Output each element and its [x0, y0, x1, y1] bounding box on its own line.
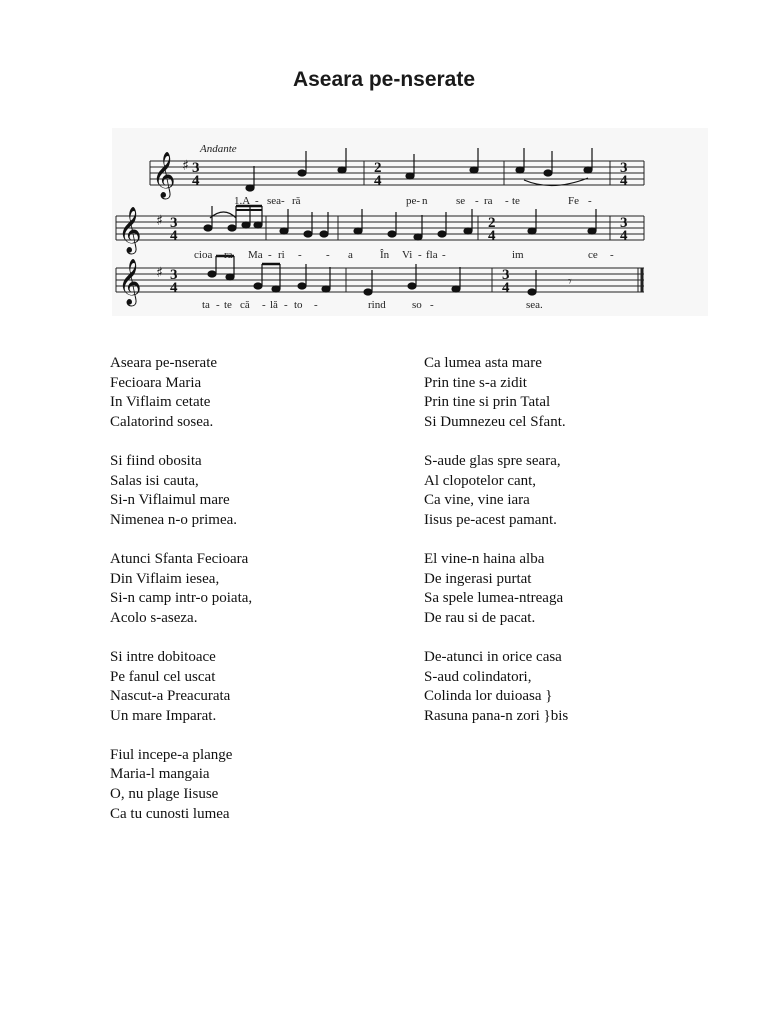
time-signature-num: 3	[502, 267, 510, 283]
lyric-syllable: cioa	[194, 249, 213, 261]
stanza	[424, 648, 568, 726]
stanza	[110, 354, 252, 432]
lyric-syllable: im	[512, 249, 524, 261]
lyric-line: Ca tu cunosti lumea	[110, 805, 230, 822]
lyric-line: Si-n camp intr-o poiata,	[110, 590, 253, 607]
lyric-line: Calatorind sosea.	[110, 413, 214, 430]
time-signature-num: 3	[620, 160, 628, 176]
lyric-syllable: -	[281, 195, 285, 207]
key-signature-sharp: ♯	[156, 213, 163, 229]
lyric-syllable: -	[505, 195, 509, 207]
lyrics-column-left	[110, 354, 252, 844]
lyric-line: El vine-n haina alba	[424, 550, 545, 567]
time-signature-num: 3	[170, 215, 178, 231]
time-signature-den: 4	[620, 173, 628, 189]
lyric-line: S-aude glas spre seara,	[424, 452, 561, 469]
lyric-syllable: sea.	[526, 299, 543, 311]
lyric-line: Iisus pe-acest pamant.	[424, 511, 557, 528]
lyric-syllable: ce	[588, 249, 598, 261]
lyric-line: Din Viflaim iesea,	[110, 570, 220, 587]
lyric-line: Ca vine, vine iara	[424, 492, 530, 509]
song-title: Aseara pe-nserate	[292, 68, 476, 91]
lyric-line: De ingerasi purtat	[424, 570, 532, 587]
time-signature-num: 3	[192, 160, 200, 176]
lyric-syllable: Vi	[402, 249, 413, 261]
lyric-syllable: -	[588, 195, 592, 207]
lyric-syllable: ră	[292, 195, 301, 207]
tempo-marking: Andante	[200, 143, 237, 155]
lyrics-column-right	[424, 354, 568, 746]
time-signature-den: 4	[170, 280, 178, 296]
lyric-syllable: ri	[278, 249, 285, 261]
time-signature-num: 3	[620, 215, 628, 231]
lyric-syllable: to	[294, 299, 303, 311]
eighth-rest-icon: 𝄾	[568, 274, 572, 290]
lyric-syllable: n	[422, 195, 428, 207]
lyric-line: Fiul incepe-a plange	[110, 746, 233, 763]
lyric-line: Si fiind obosita	[110, 452, 202, 469]
lyric-line: Prin tine s-a zidit	[424, 374, 527, 391]
lyric-syllable: -	[262, 299, 266, 311]
lyric-syllable: rind	[368, 299, 386, 311]
time-signature-den: 4	[374, 173, 382, 189]
stanza	[424, 354, 568, 432]
time-signature-num: 3	[170, 267, 178, 283]
lyric-line: Sa spele lumea-ntreaga	[424, 590, 564, 607]
lyric-syllable: -	[610, 249, 614, 261]
lyric-syllable: 1.A	[234, 195, 251, 207]
lyric-line: Si-n Viflaimul mare	[110, 492, 230, 509]
treble-clef-icon: 𝄞	[152, 152, 176, 198]
lyric-line: De rau si de pacat.	[424, 609, 536, 626]
lyric-line: Prin tine si prin Tatal	[424, 394, 551, 411]
lyric-line: Nimenea n-o primea.	[110, 511, 238, 528]
lyric-syllable: -	[430, 299, 434, 311]
lyric-syllable: -	[442, 249, 446, 261]
lyric-syllable: lă	[270, 299, 278, 311]
lyric-line: Acolo s-aseza.	[110, 609, 198, 626]
lyric-syllable: În	[380, 249, 390, 261]
lyric-line: Maria-l mangaia	[110, 766, 210, 783]
lyric-line: De-atunci in orice casa	[424, 648, 562, 665]
lyric-line: Ca lumea asta mare	[424, 355, 542, 371]
key-signature-sharp: ♯	[156, 265, 163, 281]
lyric-syllable: -	[475, 195, 479, 207]
lyric-syllable: -	[268, 249, 272, 261]
lyric-syllable: că	[240, 299, 250, 311]
lyric-line: Colinda lor duioasa }	[424, 688, 553, 705]
stanza	[110, 746, 252, 824]
lyric-syllable: te	[224, 299, 232, 311]
lyric-syllable: -	[326, 249, 330, 261]
lyric-syllable: pe-	[406, 195, 421, 207]
lyric-syllable: Fe	[568, 195, 579, 207]
lyric-syllable: ra	[484, 195, 493, 207]
lyric-line: Fecioara Maria	[110, 374, 202, 391]
lyric-syllable: -	[216, 249, 220, 261]
staff-system-1	[150, 161, 644, 185]
lyric-syllable: se	[456, 195, 466, 207]
time-signature-den: 4	[170, 228, 178, 244]
lyric-syllable: te	[512, 195, 520, 207]
music-score	[112, 128, 708, 316]
lyric-syllable: so	[412, 299, 422, 311]
treble-clef-icon: 𝄞	[118, 207, 142, 253]
lyric-syllable: ra	[224, 249, 233, 261]
staff-system-3	[116, 268, 644, 292]
stanza	[110, 648, 252, 726]
time-signature-den: 4	[502, 280, 510, 296]
lyric-syllable: -	[314, 299, 318, 311]
sheet-music	[112, 128, 708, 316]
staff-system-2	[116, 216, 644, 240]
lyric-syllable: -	[298, 249, 302, 261]
lyric-syllable: fla	[426, 249, 438, 261]
key-signature-sharp: ♯	[182, 158, 189, 174]
lyric-syllable: -	[418, 249, 422, 261]
lyric-line: Un mare Imparat.	[110, 707, 217, 724]
stanza	[424, 550, 568, 628]
stanza	[424, 452, 568, 530]
stanza	[110, 452, 252, 530]
stanza	[110, 550, 252, 628]
time-signature-den: 4	[192, 173, 200, 189]
lyric-line: Al clopotelor cant,	[424, 472, 537, 489]
lyric-syllable: a	[348, 249, 353, 261]
lyric-line: Nascut-a Preacurata	[110, 688, 231, 705]
lyric-line: Aseara pe-nserate	[110, 355, 218, 371]
time-signature-den: 4	[488, 228, 496, 244]
lyric-line: Rasuna pana-n zori }bis	[424, 707, 569, 724]
lyric-syllable: -	[255, 195, 259, 207]
lyric-line: S-aud colindatori,	[424, 668, 532, 685]
treble-clef-icon: 𝄞	[118, 259, 142, 305]
lyric-syllable: -	[284, 299, 288, 311]
lyric-line: In Viflaim cetate	[110, 394, 211, 411]
time-signature-den: 4	[620, 228, 628, 244]
lyric-line: Atunci Sfanta Fecioara	[110, 550, 249, 567]
lyric-syllable: ta	[202, 299, 210, 311]
lyric-line: Si Dumnezeu cel Sfant.	[424, 413, 566, 430]
lyric-line: Salas isi cauta,	[110, 472, 199, 489]
lyric-syllable: -	[216, 299, 220, 311]
time-signature-num: 2	[488, 215, 496, 231]
lyric-syllable: Ma	[248, 249, 263, 261]
lyric-line: Si intre dobitoace	[110, 648, 216, 665]
lyric-line: Pe fanul cel uscat	[110, 668, 216, 685]
notes-system-3	[208, 256, 536, 295]
time-signature-num: 2	[374, 160, 382, 176]
lyric-syllable: sea	[267, 195, 282, 207]
notes-system-2	[204, 206, 596, 240]
lyric-line: O, nu plage Iisuse	[110, 786, 219, 803]
